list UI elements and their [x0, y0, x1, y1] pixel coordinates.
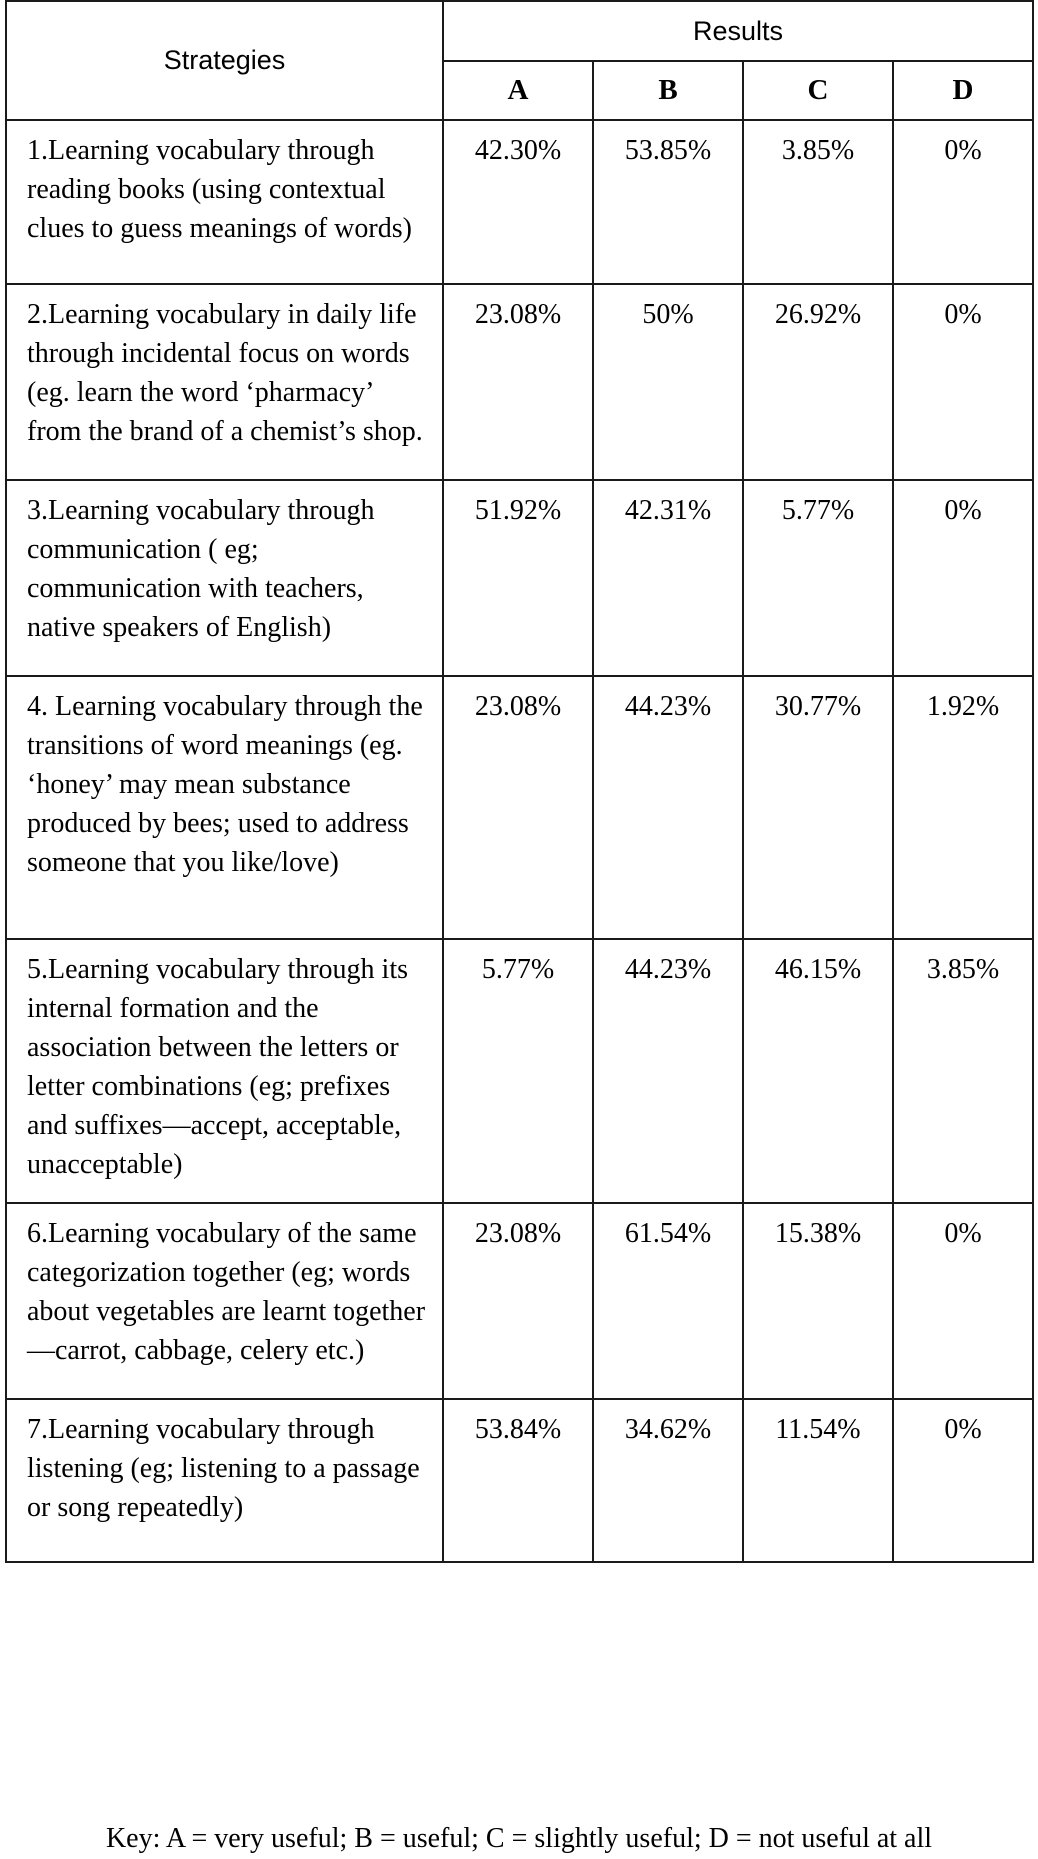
strategy-cell: 3.Learning vocabulary through communication ( eg; communication with teachers, native speakers of English): [6, 480, 443, 676]
value-cell-a: 23.08%: [443, 1203, 593, 1399]
column-header-d: D: [893, 61, 1033, 120]
value-cell-d: 3.85%: [893, 939, 1033, 1203]
value-cell-b: 44.23%: [593, 676, 743, 939]
table-row: [6, 480, 1033, 676]
results-table-container: [5, 0, 1032, 1563]
table-row: [6, 120, 1033, 284]
value-cell-c: 46.15%: [743, 939, 893, 1203]
value-cell-d: 0%: [893, 1203, 1033, 1399]
value-cell-d: 0%: [893, 480, 1033, 676]
table-row: [6, 939, 1033, 1203]
value-cell-b: 61.54%: [593, 1203, 743, 1399]
strategy-cell: 4. Learning vocabulary through the transitions of word meanings (eg. ‘honey’ may mean substance produced by bees; used to address someone that you like/love): [6, 676, 443, 939]
strategy-cell: 1.Learning vocabulary through reading books (using contextual clues to guess meanings of words): [6, 120, 443, 284]
value-cell-b: 44.23%: [593, 939, 743, 1203]
strategy-cell: 7.Learning vocabulary through listening (eg; listening to a passage or song repeatedly): [6, 1399, 443, 1562]
column-header-a: A: [443, 61, 593, 120]
table-row: [6, 676, 1033, 939]
value-cell-a: 23.08%: [443, 676, 593, 939]
value-cell-d: 1.92%: [893, 676, 1033, 939]
value-cell-a: 53.84%: [443, 1399, 593, 1562]
column-header-b: B: [593, 61, 743, 120]
value-cell-c: 30.77%: [743, 676, 893, 939]
value-cell-d: 0%: [893, 284, 1033, 480]
value-cell-a: 42.30%: [443, 120, 593, 284]
value-cell-b: 34.62%: [593, 1399, 743, 1562]
table-row: [6, 1203, 1033, 1399]
column-header-c: C: [743, 61, 893, 120]
value-cell-c: 15.38%: [743, 1203, 893, 1399]
strategy-cell: 5.Learning vocabulary through its internal formation and the association between the letters or letter combinations (eg; prefixes and suffixes—accept, acceptable, unacceptable): [6, 939, 443, 1203]
table-row: [6, 284, 1033, 480]
value-cell-c: 3.85%: [743, 120, 893, 284]
table-key-caption: Key: A = very useful; B = useful; C = slightly useful; D = not useful at all: [105, 1823, 933, 1854]
header-row-top: [6, 1, 1033, 61]
value-cell-b: 50%: [593, 284, 743, 480]
value-cell-d: 0%: [893, 120, 1033, 284]
value-cell-d: 0%: [893, 1399, 1033, 1562]
value-cell-a: 5.77%: [443, 939, 593, 1203]
table-row: [6, 1399, 1033, 1562]
strategy-cell: 6.Learning vocabulary of the same categorization together (eg; words about vegetables are learnt together—carrot, cabbage, celery etc.): [6, 1203, 443, 1399]
strategy-cell: 2.Learning vocabulary in daily life through incidental focus on words (eg. learn the word ‘pharmacy’ from the brand of a chemist’s shop.: [6, 284, 443, 480]
value-cell-b: 42.31%: [593, 480, 743, 676]
value-cell-c: 5.77%: [743, 480, 893, 676]
value-cell-a: 51.92%: [443, 480, 593, 676]
value-cell-c: 11.54%: [743, 1399, 893, 1562]
strategy-results-table: [5, 0, 1034, 1563]
value-cell-b: 53.85%: [593, 120, 743, 284]
strategies-header: Strategies: [6, 1, 443, 120]
value-cell-c: 26.92%: [743, 284, 893, 480]
value-cell-a: 23.08%: [443, 284, 593, 480]
results-header: Results: [443, 1, 1033, 61]
